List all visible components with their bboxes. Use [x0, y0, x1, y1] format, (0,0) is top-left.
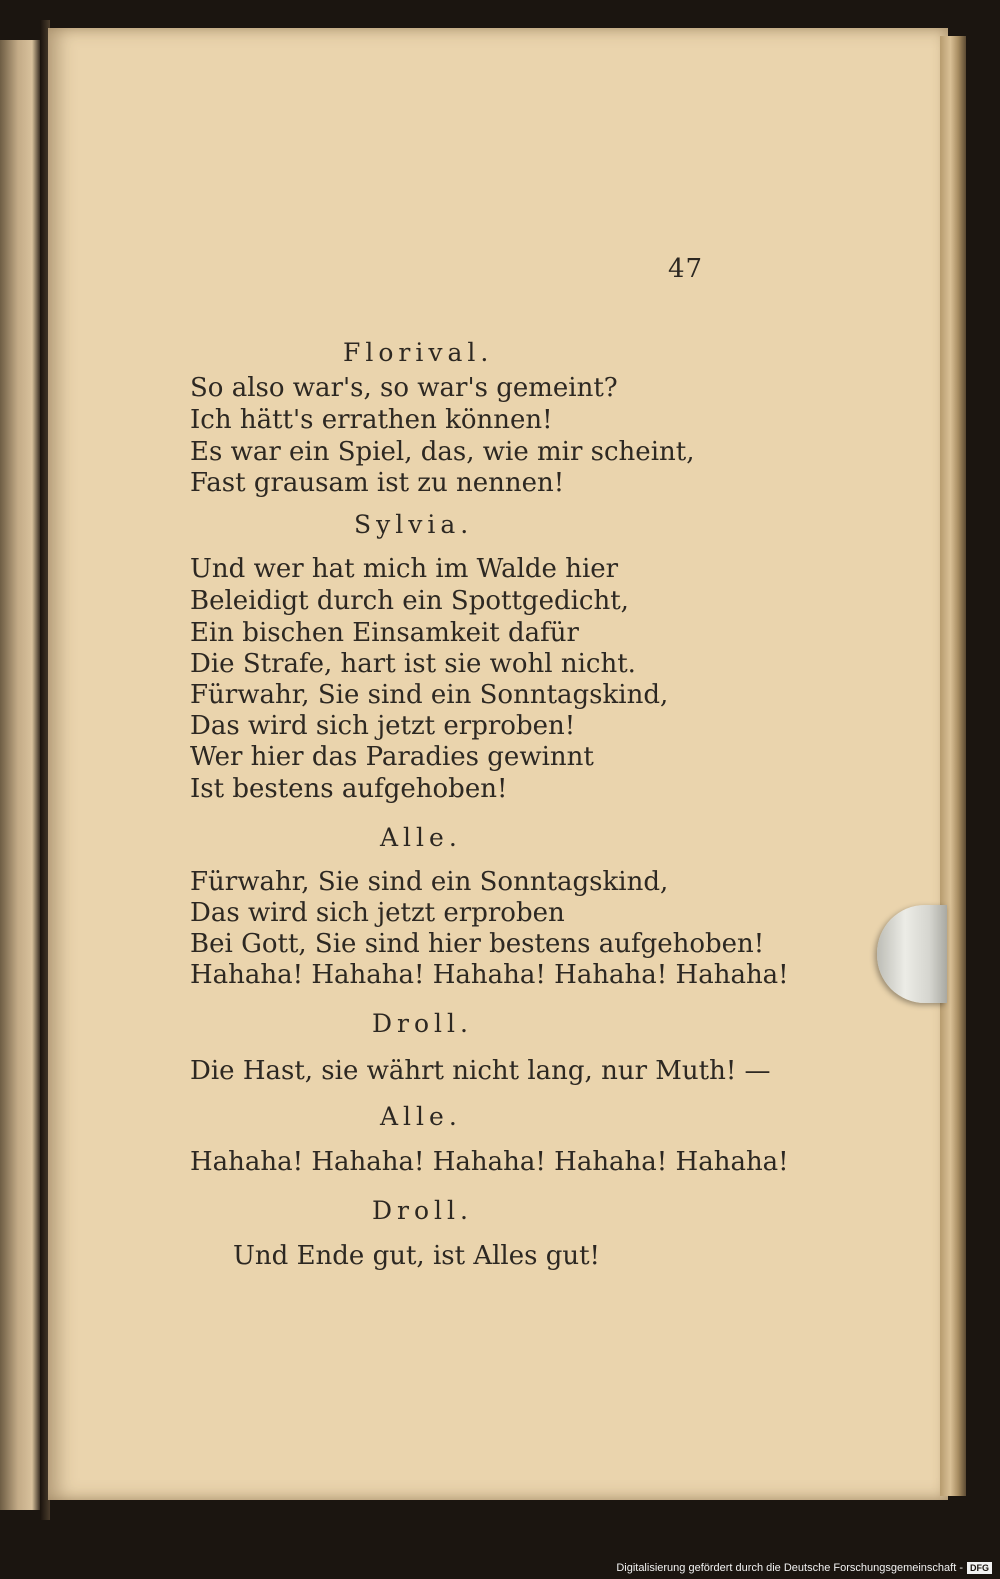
verse-line: Fürwahr, Sie sind ein Sonntagskind,: [190, 680, 669, 710]
verse-line: Das wird sich jetzt erproben!: [190, 711, 576, 741]
verse-line: Hahaha! Hahaha! Hahaha! Hahaha! Hahaha!: [190, 960, 789, 990]
verse-line: Beleidigt durch ein Spottgedicht,: [190, 586, 629, 616]
dfg-logo: DFG: [967, 1562, 992, 1574]
verse-line: Fast grausam ist zu nennen!: [190, 468, 565, 498]
verse-line: Wer hier das Paradies gewinnt: [190, 742, 594, 772]
verse-line: Die Hast, sie währt nicht lang, nur Muth! —: [190, 1056, 771, 1086]
verse-line: So also war's, so war's gemeint?: [190, 373, 618, 403]
verse-line: Fürwahr, Sie sind ein Sonntagskind,: [190, 867, 669, 897]
verse-line: Und wer hat mich im Walde hier: [190, 554, 619, 584]
speaker-heading: Alle.: [380, 1102, 462, 1131]
left-page-edge: [0, 40, 40, 1510]
verse-line: Ich hätt's errathen können!: [190, 405, 553, 435]
verse-line: Das wird sich jetzt erproben: [190, 898, 565, 928]
digitization-credit: [616, 1562, 992, 1574]
speaker-heading: Droll.: [372, 1009, 473, 1038]
verse-line: Bei Gott, Sie sind hier bestens aufgehoben!: [190, 929, 765, 959]
verse-line: Ist bestens aufgehoben!: [190, 774, 508, 804]
verse-line: Die Strafe, hart ist sie wohl nicht.: [190, 649, 636, 679]
page-stack-edge: [940, 36, 966, 1496]
speaker-heading: Sylvia.: [354, 510, 474, 539]
speaker-heading: Alle.: [380, 823, 462, 852]
verse-line: Hahaha! Hahaha! Hahaha! Hahaha! Hahaha!: [190, 1147, 789, 1177]
verse-line: Und Ende gut, ist Alles gut!: [233, 1241, 601, 1271]
verse-line: Ein bischen Einsamkeit dafür: [190, 618, 579, 648]
credit-text: Digitalisierung gefördert durch die Deutsche Forschungsgemeinschaft -: [616, 1562, 963, 1574]
page-number: 47: [668, 254, 704, 284]
speaker-heading: Droll.: [372, 1196, 473, 1225]
verse-line: Es war ein Spiel, das, wie mir scheint,: [190, 437, 695, 467]
speaker-heading: Florival.: [343, 338, 494, 367]
